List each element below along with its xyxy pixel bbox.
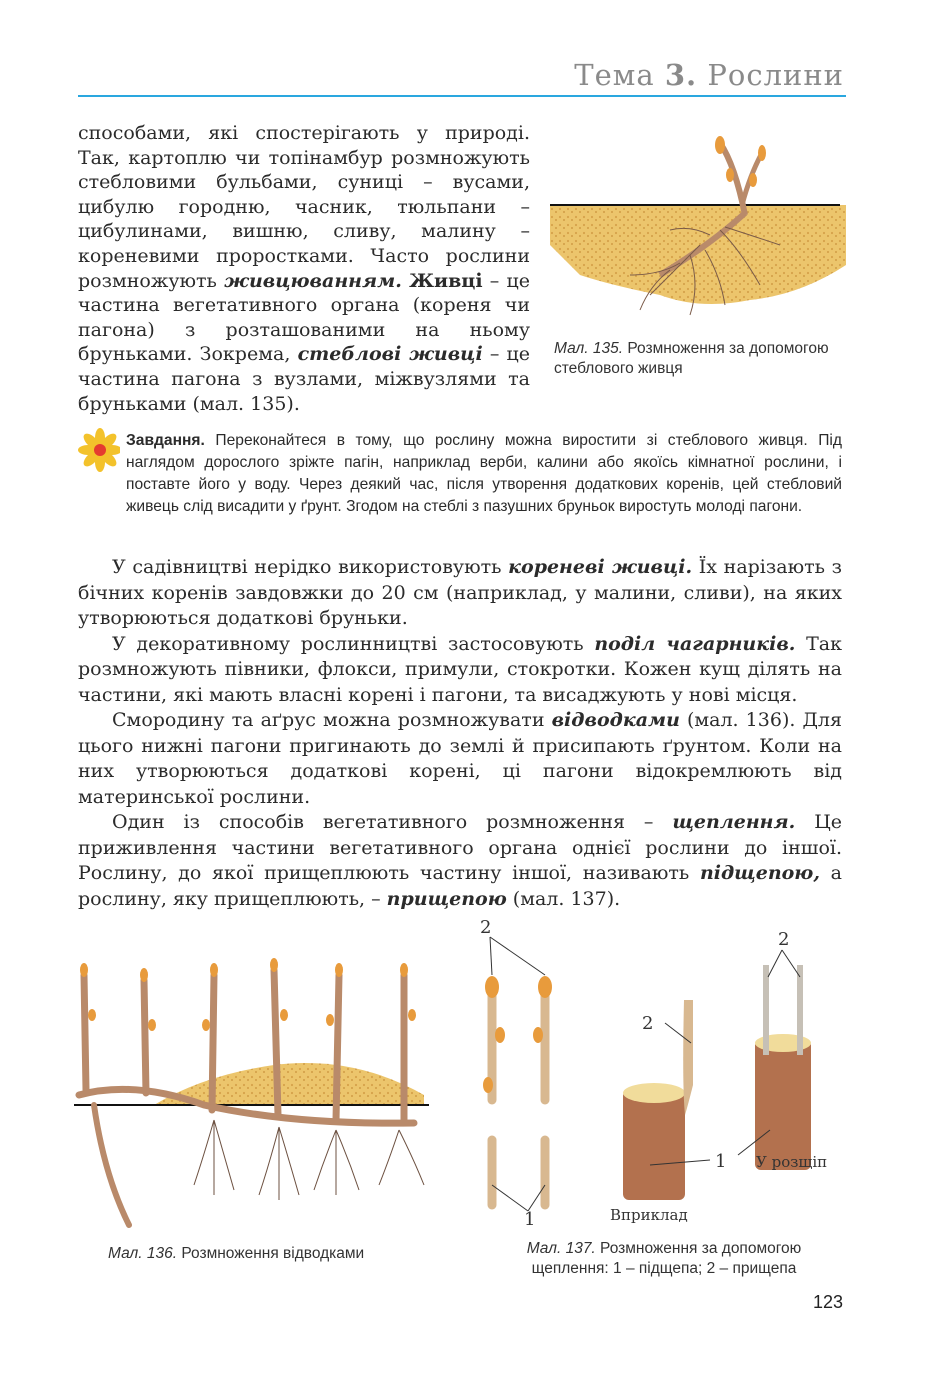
figure-136-number: Мал. 136. xyxy=(108,1245,178,1262)
task-block: Завдання. Переконайтеся в тому, що рослину можна виростити зі стеблового живця. Під наглядом дорослого зріжте пагін, наприклад верби, калини або якоїсь кімнатної рослини, і поставте його у воду. Через деякий час, після утворення додаткових коренів, цей стебловий живець слід висадити у ґрунт. Згодом на стеблі з пазушних бруньок виростуть молоді пагони. xyxy=(126,432,842,515)
topic-name: Рослини xyxy=(707,58,844,92)
topic-number: 3. xyxy=(664,58,698,92)
paragraph-division: У декоративному рослинництві застосовують поділ чагарників. Так розмножують півники, флокси, примули, стокротки. Кожен кущ ділять на частини, які мають власні корені і пагони, та висаджують у нові місця. xyxy=(78,632,842,706)
intro-paragraph: способами, які спостерігають у природі. Так, картоплю чи топінамбур розмножують стебловими бульбами, суниці – вусами, цибулю городню, часник, тюльпани – цибулинами, вишню, сливу, малину – кореневими проростками. Часто рослини розмножують живцюванням. Живці – це частина вегетативного органа (кореня чи пагона) з розташованими на ньому бруньками. Зокрема, стеблові живці – це частина пагона з вузлами, міжвузлями та бруньками (мал. 135). xyxy=(78,122,531,415)
figure-137-grafting xyxy=(470,915,850,1235)
task-label: Завдання. xyxy=(126,432,205,449)
fig137-label-1b: 1 xyxy=(715,1151,727,1172)
running-header xyxy=(574,58,844,92)
fig137-label-2b: 2 xyxy=(642,1013,654,1034)
term-zhyvtsiuvannia: живцюванням. xyxy=(224,269,402,292)
figure-135-caption: Мал. 135. Розмноження за допомогою стеблового живця xyxy=(554,340,829,377)
figure-136-layering xyxy=(74,955,444,1235)
header-rule xyxy=(78,95,846,97)
fig137-label-2a: 2 xyxy=(480,917,492,938)
figure-135-stem-cutting xyxy=(550,135,846,335)
figure-135-number: Мал. 135. xyxy=(554,340,624,357)
paragraph-layering: Смородину та аґрус можна розмножувати відводками (мал. 136). Для цього нижні пагони пригинають до землі й присипають ґрунтом. Коли на них утворюються додаткові корені, ці пагони відокремлюють від материнської рослини. xyxy=(78,709,842,808)
term-steblovi-zhyvtsi: стеблові живці xyxy=(297,343,483,366)
body-paragraphs xyxy=(78,555,842,912)
term-zhyvtsi: Живці xyxy=(409,269,483,292)
figure-137-number: Мал. 137. xyxy=(526,1240,596,1257)
topic-label: Тема xyxy=(574,58,655,92)
fig137-label-1a: 1 xyxy=(524,1209,536,1230)
figure-136-caption: Мал. 136. Розмноження відводками xyxy=(108,1245,365,1262)
page-number: 123 xyxy=(812,1292,843,1312)
figure-137-caption: Мал. 137. Розмноження за допомогою щеплення: 1 – підщепа; 2 – прищепа xyxy=(526,1240,802,1277)
paragraph-root-cuttings: У садівництві нерідко використовують кореневі живці. Їх нарізають з бічних коренів завдовжки до 20 см (наприклад, у малини, сливи), на яких утворюються додаткові бруньки. xyxy=(78,556,842,629)
paragraph-grafting: Один із способів вегетативного розмноження – щеплення. Це приживлення частини вегетативного органа однієї рослини до іншої. Рослину, до якої прищеплюють частину іншої, називають підщепою, а рослину, яку прищеплюють, – прищепою (мал. 137). xyxy=(78,811,843,910)
fig137-label-vpryklad: Вприклад xyxy=(610,1206,688,1224)
fig137-label-urozshchip: У розщіп xyxy=(756,1153,828,1171)
task-flower-icon xyxy=(76,424,120,472)
fig137-label-2c: 2 xyxy=(778,929,790,950)
